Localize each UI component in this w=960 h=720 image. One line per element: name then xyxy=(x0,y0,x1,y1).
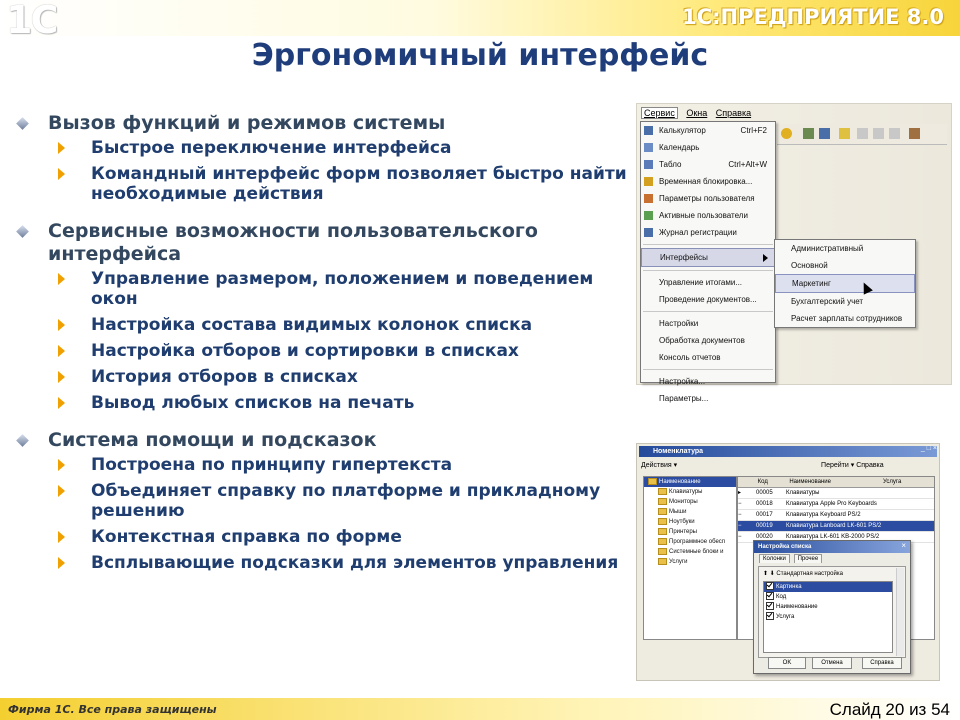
menu-item[interactable] xyxy=(641,373,775,390)
menu-item-label: Интерфейсы xyxy=(660,253,708,262)
menu-item-label: Календарь xyxy=(659,143,700,152)
list-item[interactable] xyxy=(764,592,892,602)
interfaces-submenu xyxy=(774,239,916,328)
slide-number: Слайд 20 из 54 xyxy=(829,700,950,719)
tree-node[interactable] xyxy=(644,487,736,497)
menu-separator xyxy=(643,270,773,271)
bullet-text: Объединяет справку по платформе и прикладному решению xyxy=(91,481,601,521)
section-title-text: Вызов функций и режимов системы xyxy=(48,112,446,134)
section-title xyxy=(14,220,634,266)
cell-code: 00020 xyxy=(756,534,773,540)
folder-icon xyxy=(658,538,667,545)
tree-node-label: Программное обесп xyxy=(669,539,726,545)
tree-node[interactable] xyxy=(644,527,736,537)
tree-node[interactable] xyxy=(644,557,736,567)
window-controls[interactable]: _ □ × xyxy=(920,445,937,452)
table-icon[interactable] xyxy=(803,128,814,139)
folder-icon xyxy=(658,488,667,495)
cell-name: Клавиатура Apple Pro Keyboards xyxy=(786,501,877,507)
menu-windows[interactable]: Окна xyxy=(686,108,708,118)
arrow-bullet-icon xyxy=(58,319,65,331)
dialog-buttons xyxy=(758,657,906,669)
menu-item-label: Проведение документов... xyxy=(659,295,757,304)
bullet-text: Контекстная справка по форме xyxy=(91,527,402,547)
diamond-bullet-icon xyxy=(16,434,29,447)
bullet-item xyxy=(14,481,634,521)
folder-icon xyxy=(648,478,657,485)
folder-icon xyxy=(658,548,667,555)
cell-name: Клавиатура Lanboard LK-601 PS/2 xyxy=(786,523,882,529)
menu-item[interactable] xyxy=(641,390,775,407)
slide-title: Эргономичный интерфейс xyxy=(251,38,709,73)
list-item-label: Код xyxy=(776,594,787,600)
memory-minus-icon[interactable] xyxy=(857,128,868,139)
bullet-list xyxy=(14,455,634,573)
menu-item[interactable] xyxy=(641,224,775,241)
grid-header xyxy=(738,477,934,488)
arrow-bullet-icon xyxy=(58,557,65,569)
help-button[interactable]: Справка xyxy=(862,657,902,669)
menu-separator xyxy=(643,244,773,245)
logo: 1С xyxy=(6,0,57,42)
cell-code: 00005 xyxy=(756,490,773,496)
row-icon: − xyxy=(738,512,742,518)
dialog-panel xyxy=(758,566,906,658)
menu-item[interactable] xyxy=(641,274,775,291)
tree-node-label: Мониторы xyxy=(669,499,698,505)
row-icon: ▸ xyxy=(738,490,742,496)
list-item-label: Картинка xyxy=(776,584,802,590)
user-settings-icon xyxy=(644,194,653,203)
arrow-bullet-icon xyxy=(58,168,65,180)
arrow-bullet-icon xyxy=(58,273,65,285)
grid-icon[interactable] xyxy=(819,128,830,139)
close-icon[interactable]: × xyxy=(901,541,906,550)
bullet-text: Командный интерфейс форм позволяет быстро найти необходимые действия xyxy=(91,164,627,204)
checkbox[interactable] xyxy=(766,592,774,600)
section-2 xyxy=(14,220,634,413)
bullet-item xyxy=(14,164,634,204)
bullet-content xyxy=(14,112,634,589)
bullet-list xyxy=(14,138,634,204)
menu-item[interactable] xyxy=(641,315,775,332)
tree-node-label: Ноутбуки xyxy=(669,519,695,525)
submenu-item[interactable]: Административный xyxy=(791,244,864,253)
bullet-text: Управление размером, положением и поведением окон xyxy=(91,269,594,309)
tree-node-label: Системные блоки и xyxy=(669,549,724,555)
goto-menu[interactable]: Перейти ▾ xyxy=(821,462,855,469)
arrow-bullet-icon xyxy=(58,142,65,154)
table-row[interactable] xyxy=(738,499,934,510)
folder-icon xyxy=(658,508,667,515)
menu-item-label: Настройки xyxy=(659,319,699,328)
menu-bar xyxy=(641,108,757,122)
section-1 xyxy=(14,112,634,204)
tree-node[interactable] xyxy=(644,497,736,507)
menu-item-label: Временная блокировка... xyxy=(659,177,753,186)
cell-name: Клавиатура Keyboard PS/2 xyxy=(786,512,861,518)
submenu-item[interactable]: Расчет зарплаты сотрудников xyxy=(791,314,903,323)
cancel-button[interactable]: Отмена xyxy=(812,657,852,669)
column-list xyxy=(763,581,893,653)
submenu-arrow-icon xyxy=(763,254,768,262)
menu-item-shortcut: Ctrl+Alt+W xyxy=(728,160,767,169)
menu-item[interactable] xyxy=(641,122,775,139)
table-row[interactable] xyxy=(738,521,934,532)
bullet-item xyxy=(14,553,634,573)
list-item-label: Наименование xyxy=(776,604,818,610)
cell-name: Клавиатура LK-601 KB-2000 PS/2 xyxy=(786,534,880,540)
users-icon xyxy=(644,211,653,220)
memory-minus2-icon[interactable] xyxy=(889,128,900,139)
arrow-bullet-icon xyxy=(58,531,65,543)
marker-icon[interactable] xyxy=(839,128,850,139)
actions-menu[interactable]: Действия ▾ xyxy=(641,462,678,469)
move-down-icon[interactable]: ⬇ xyxy=(769,571,775,577)
list-item-label: Услуга xyxy=(776,614,795,620)
menu-item-label: Калькулятор xyxy=(659,126,706,135)
help-menu[interactable]: Справка xyxy=(856,462,884,469)
section-3 xyxy=(14,429,634,573)
menu-item[interactable] xyxy=(641,291,775,308)
menu-item[interactable] xyxy=(641,207,775,224)
copyright: Фирма 1С. Все права защищены xyxy=(8,703,217,716)
menu-item-label: Параметры пользователя xyxy=(659,194,755,203)
tree-node[interactable] xyxy=(644,477,736,487)
menu-separator xyxy=(643,311,773,312)
tree-node-label: Клавиатуры xyxy=(669,489,703,495)
menu-item-label: Управление итогами... xyxy=(659,278,743,287)
folder-icon xyxy=(658,498,667,505)
table-row[interactable] xyxy=(738,488,934,499)
menu-item[interactable] xyxy=(641,190,775,207)
arrow-bullet-icon xyxy=(58,485,65,497)
folder-icon xyxy=(658,558,667,565)
row-icon: − xyxy=(738,501,742,507)
tools-icon[interactable] xyxy=(909,128,920,139)
bullet-item xyxy=(14,367,634,387)
list-item[interactable] xyxy=(764,582,892,592)
section-title-text: Сервисные возможности пользовательского интерфейса xyxy=(48,220,538,265)
menu-item-label: Активные пользователи xyxy=(659,211,748,220)
move-up-icon[interactable]: ⬆ xyxy=(763,571,769,577)
window-title: Номенклатура xyxy=(639,446,937,457)
tree-node-label: Наименование xyxy=(659,479,701,485)
bullet-text: Настройка состава видимых колонок списка xyxy=(91,315,533,335)
menu-item[interactable] xyxy=(641,139,775,156)
menu-item-label: Журнал регистрации xyxy=(659,228,737,237)
display-icon xyxy=(644,160,653,169)
bullet-item xyxy=(14,269,634,309)
list-settings-dialog xyxy=(753,540,911,674)
menu-item-label: Табло xyxy=(659,160,682,169)
calendar-icon xyxy=(644,143,653,152)
row-icon: − xyxy=(738,534,742,540)
diamond-bullet-icon xyxy=(16,225,29,238)
grid-header-code[interactable]: Код xyxy=(757,479,768,485)
bullet-item xyxy=(14,393,634,413)
bullet-text: Всплывающие подсказки для элементов управления xyxy=(91,553,619,573)
arrow-bullet-icon xyxy=(58,371,65,383)
checkbox[interactable] xyxy=(766,582,774,590)
folder-icon xyxy=(658,528,667,535)
bullet-text: Быстрое переключение интерфейса xyxy=(91,138,452,158)
cell-code: 00017 xyxy=(756,512,773,518)
menu-item[interactable] xyxy=(641,349,775,366)
menu-service[interactable]: Сервис xyxy=(641,107,678,119)
log-icon xyxy=(644,228,653,237)
brand-name: 1С:ПРЕДПРИЯТИЕ 8.0 xyxy=(682,5,944,29)
section-title xyxy=(14,429,634,452)
cell-code: 00018 xyxy=(756,501,773,507)
arrow-bullet-icon xyxy=(58,345,65,357)
arrow-bullet-icon xyxy=(58,397,65,409)
submenu-item[interactable]: Маркетинг xyxy=(775,274,915,293)
tab-columns[interactable]: Колонки xyxy=(759,554,790,563)
submenu-item[interactable]: Основной xyxy=(791,261,828,270)
section-title xyxy=(14,112,634,135)
calculator-icon xyxy=(644,126,653,135)
row-icon: − xyxy=(738,523,742,529)
tree-node-label: Принтеры xyxy=(669,529,697,535)
menu-screenshot xyxy=(636,103,952,403)
dialog-title: Настройка списка xyxy=(754,541,910,553)
bullet-item xyxy=(14,138,634,158)
catalog-screenshot xyxy=(636,443,940,681)
memory-plus-icon[interactable] xyxy=(873,128,884,139)
scrollbar[interactable] xyxy=(896,568,904,656)
tab-other[interactable]: Прочее xyxy=(794,554,823,563)
tree-node[interactable] xyxy=(644,507,736,517)
table-row[interactable] xyxy=(738,510,934,521)
menu-item[interactable] xyxy=(641,173,775,190)
bullet-item xyxy=(14,527,634,547)
menu-item[interactable] xyxy=(641,156,775,173)
tree-node[interactable] xyxy=(644,517,736,527)
grid-header-service[interactable]: Услуга xyxy=(883,479,902,485)
menu-separator xyxy=(643,369,773,370)
bullet-item xyxy=(14,315,634,335)
cell-code: 00019 xyxy=(756,523,773,529)
ok-button[interactable]: OK xyxy=(768,657,806,669)
menu-item-shortcut: Ctrl+F2 xyxy=(740,126,767,135)
menu-item-label: Параметры... xyxy=(659,394,709,403)
section-title-text: Система помощи и подсказок xyxy=(48,429,377,451)
cell-name: Клавиатуры xyxy=(786,490,820,496)
tree-node-label: Услуги xyxy=(669,559,688,565)
group-tree xyxy=(643,476,737,640)
diamond-bullet-icon xyxy=(16,117,29,130)
list-item[interactable] xyxy=(764,602,892,612)
tree-node[interactable] xyxy=(644,537,736,547)
bullet-text: Настройка отборов и сортировки в списках xyxy=(91,341,519,361)
bullet-list xyxy=(14,269,634,413)
menu-item[interactable] xyxy=(641,332,775,349)
standard-settings-label[interactable]: Стандартная настройка xyxy=(776,571,843,577)
grid-header-name[interactable]: Наименование xyxy=(789,479,831,485)
menu-help[interactable]: Справка xyxy=(715,108,752,118)
submenu-item[interactable]: Бухгалтерский учет xyxy=(791,297,864,306)
toolbar xyxy=(777,124,947,145)
dialog-tabs xyxy=(759,556,824,562)
tree-node-label: Мыши xyxy=(669,509,687,515)
lock-icon xyxy=(644,177,653,186)
menu-item-interfaces[interactable] xyxy=(641,248,775,267)
help-icon[interactable] xyxy=(781,128,792,139)
folder-icon xyxy=(658,518,667,525)
window-toolbar xyxy=(641,459,935,472)
service-dropdown xyxy=(640,121,776,403)
menu-item-label: Настройка... xyxy=(659,377,706,386)
menu-item-label: Консоль отчетов xyxy=(659,353,721,362)
bullet-item xyxy=(14,341,634,361)
tree-node[interactable] xyxy=(644,547,736,557)
arrow-bullet-icon xyxy=(58,459,65,471)
bullet-item xyxy=(14,455,634,475)
bullet-text: История отборов в списках xyxy=(91,367,358,387)
menu-item-label: Обработка документов xyxy=(659,336,745,345)
list-item[interactable] xyxy=(764,612,892,622)
dialog-toolbar xyxy=(763,570,843,577)
bullet-text: Вывод любых списков на печать xyxy=(91,393,415,413)
bullet-text: Построена по принципу гипертекста xyxy=(91,455,453,475)
checkbox[interactable] xyxy=(766,612,774,620)
checkbox[interactable] xyxy=(766,602,774,610)
